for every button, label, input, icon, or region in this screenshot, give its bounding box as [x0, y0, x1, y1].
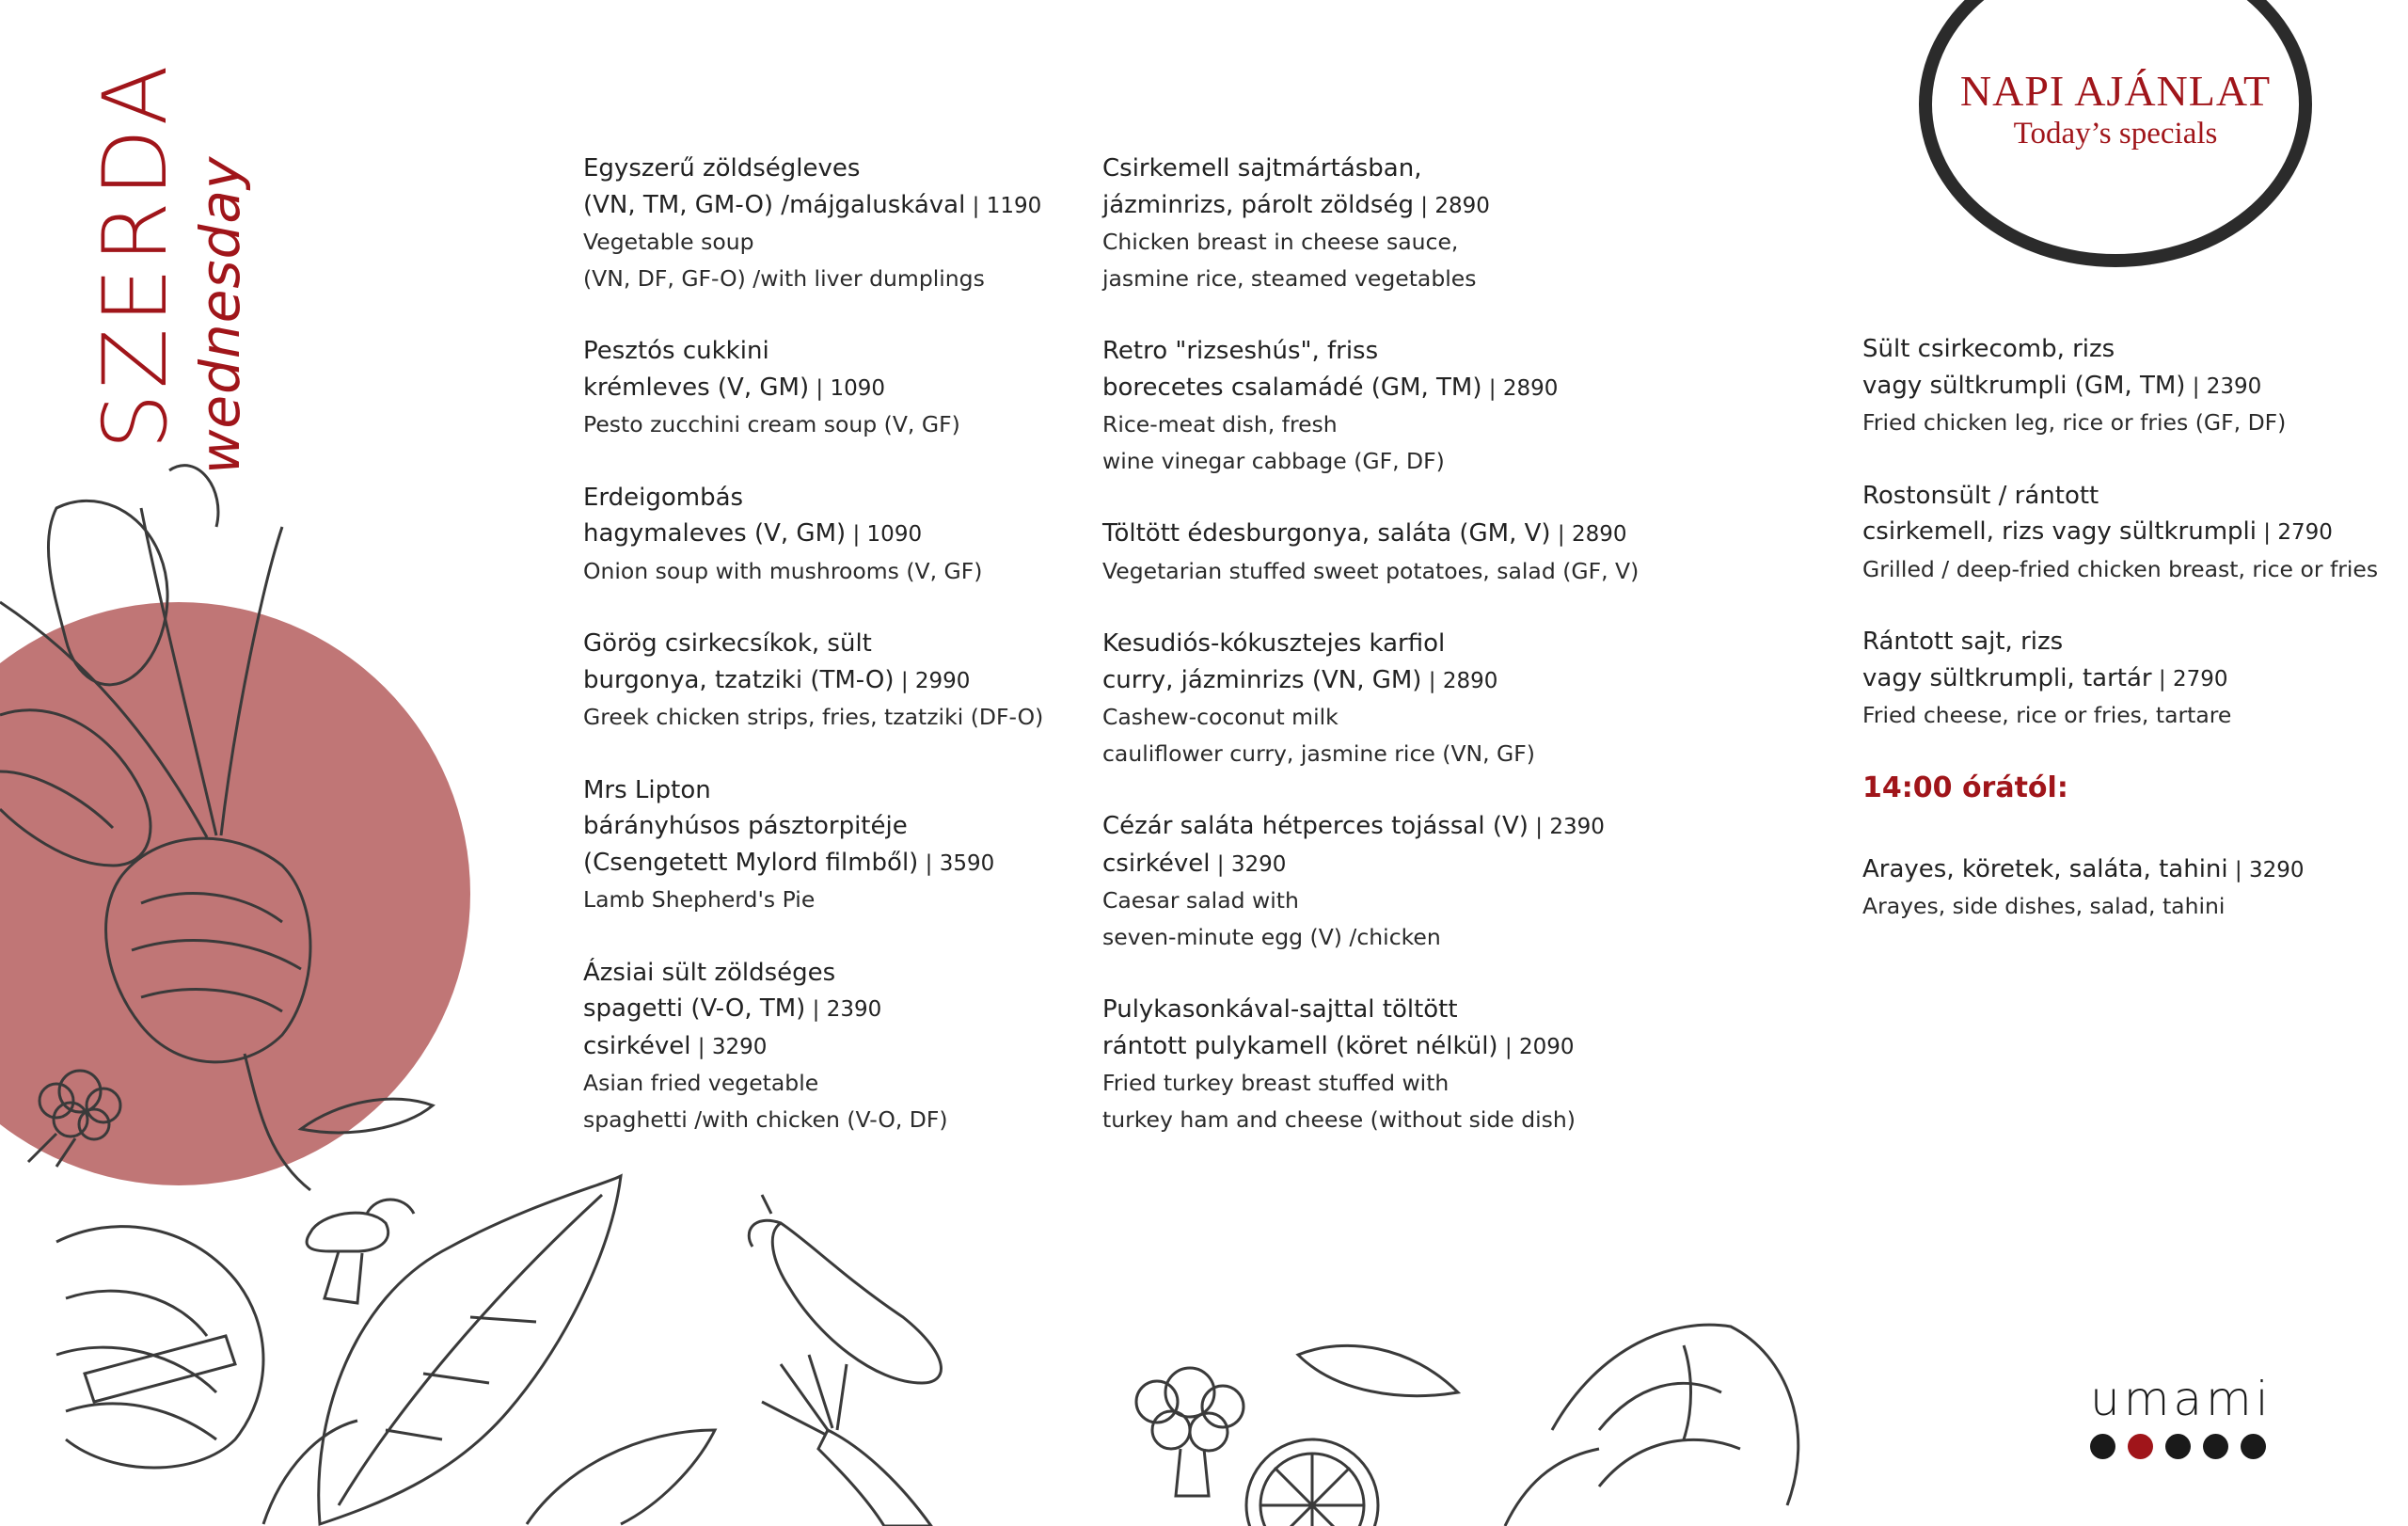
umami-logo [2090, 1372, 2297, 1462]
dish-name-en: Onion soup with mushrooms (V, GF) [583, 557, 983, 584]
menu-item [583, 480, 1091, 590]
dish-price: | 1090 [809, 375, 886, 401]
dish-name-hu: Ázsiai sült zöldséges spagetti (V-O, TM) | 2390 csirkével | 3290 [583, 958, 882, 1060]
dish-name-en: Asian fried vegetable spaghetti /with chicken (V-O, DF) [583, 1070, 948, 1133]
dish-name-hu: Mrs Lipton bárányhúsos pásztorpitéje (Csengetett Mylord filmből) | 3590 [583, 775, 995, 877]
logo-text: umami [2090, 1372, 2273, 1426]
badge-title: NAPI AJÁNLAT [1959, 67, 2272, 115]
dish-price: | 2890 [1413, 193, 1490, 218]
logo-dot [2203, 1434, 2228, 1459]
dish-name-hu: Rántott sajt, rizs vagy sültkrumpli, tartár | 2790 [1862, 628, 2228, 692]
dish-price: | 3290 [2227, 857, 2305, 882]
pea-pod-center-illustration [1298, 1345, 1458, 1395]
menu-column-3 [1862, 331, 2389, 962]
dish-name-en: Vegetable soup (VN, DF, GF-O) /with liver dumplings [583, 229, 985, 292]
dish-name-en: Grilled / deep-fried chicken breast, rice or fries [1862, 555, 2379, 582]
dish-name-en: Rice-meat dish, fresh wine vinegar cabbage (GF, DF) [1102, 411, 1445, 474]
lemon-slice-illustration [1246, 1439, 1378, 1526]
artichoke-left-illustration [56, 1227, 263, 1468]
menu-item [1862, 478, 2389, 588]
day-name-hu: SZERDA [85, 60, 187, 450]
eggplant-illustration [749, 1195, 941, 1383]
dish-price: | 2090 [1497, 1034, 1575, 1059]
logo-dot-accent [2128, 1434, 2153, 1459]
dish-price: | 2890 [1550, 522, 1627, 547]
menu-item [1862, 624, 2389, 734]
pea-pod-illustration [301, 1099, 433, 1133]
dish-price: | 2890 [1421, 668, 1498, 693]
dish-price: | 3590 [918, 850, 995, 876]
dish-price: | 1090 [846, 522, 923, 547]
dish-price: | 2790 [2151, 666, 2228, 691]
dish-price: | 1190 [965, 193, 1042, 218]
menu-item [1102, 516, 1686, 589]
dish-name-en: Arayes, side dishes, salad, tahini [1862, 893, 2226, 919]
dish-name-en: Chicken breast in cheese sauce, jasmine rice, steamed vegetables [1102, 229, 1477, 292]
mushroom-illustration [307, 1200, 414, 1303]
dish-name-hu: Rostonsült / rántott csirkemell, rizs vagy sültkrumpli | 2790 [1862, 481, 2333, 546]
menu-item [583, 626, 1091, 736]
menu-item [583, 955, 1091, 1138]
menu-column-1 [583, 151, 1091, 1174]
menu-item [1102, 808, 1686, 955]
dish-name-hu: Erdeigombás hagymaleves (V, GM) | 1090 [583, 483, 923, 548]
menu-item [1102, 626, 1686, 771]
dish-name-en: Lamb Shepherd's Pie [583, 886, 816, 913]
dish-extra-price: | 3290 [1210, 851, 1287, 877]
menu-item [1862, 331, 2389, 441]
dish-price: | 2790 [2256, 520, 2333, 545]
broccoli-illustration [28, 1071, 120, 1167]
logo-dot [2165, 1434, 2191, 1459]
menu-item [583, 772, 1091, 918]
dish-name-hu: Csirkemell sajtmártásban, jázminrizs, párolt zöldség | 2890 [1102, 154, 1490, 219]
dish-price: | 2390 [1528, 815, 1605, 839]
dish-name-en: Fried turkey breast stuffed with turkey ham and cheese (without side dish) [1102, 1070, 1576, 1133]
dish-name-hu: Pulykasonkával-sajttal töltött rántott pulykamell (köret nélkül) | 2090 [1102, 995, 1575, 1060]
menu-item [1102, 992, 1686, 1137]
dish-name-en: Greek chicken strips, fries, tzatziki (DF-O) [583, 704, 1044, 730]
dish-name-en: Fried chicken leg, rice or fries (GF, DF) [1862, 409, 2287, 436]
dish-name-hu: Kesudiós-kókusztejes karfiol curry, jázminrizs (VN, GM) | 2890 [1102, 629, 1498, 694]
badge-subtitle: Today’s specials [2013, 117, 2218, 151]
dish-name-en: Cashew-coconut milk cauliflower curry, jasmine rice (VN, GF) [1102, 704, 1535, 767]
menu-item [583, 333, 1091, 443]
dish-name-en: Fried cheese, rice or fries, tartare [1862, 702, 2232, 728]
dish-price: | 2390 [2185, 374, 2262, 399]
logo-dot [2241, 1434, 2266, 1459]
dish-name-hu: Egyszerű zöldségleves (VN, TM, GM-O) /májgaluskával | 1190 [583, 154, 1042, 219]
logo-dot [2090, 1434, 2115, 1459]
dish-price: | 2390 [805, 997, 882, 1022]
menu-item [1102, 151, 1686, 296]
dish-name-hu: Retro "rizseshús", friss borecetes csalamádé (GM, TM) | 2890 [1102, 337, 1559, 402]
dish-name-hu: Arayes, köretek, saláta, tahini | 3290 [1862, 854, 2305, 883]
dish-name-hu: Sült csirkecomb, rizs vagy sültkrumpli (GM, TM) | 2390 [1862, 335, 2262, 400]
broccoli-bottom-illustration [1136, 1368, 1244, 1496]
menu-item [583, 151, 1091, 296]
dish-name-hu: Cézár saláta hétperces tojással (V) | 2390 csirkével | 3290 [1102, 812, 1605, 878]
dish-name-hu: Görög csirkecsíkok, sült burgonya, tzatziki (TM-O) | 2990 [583, 629, 971, 694]
dish-name-hu: Töltött édesburgonya, saláta (GM, V) | 2890 [1102, 519, 1627, 548]
dish-name-hu: Pesztós cukkini krémleves (V, GM) | 1090 [583, 337, 886, 402]
dish-price: | 2890 [1481, 375, 1559, 401]
menu-item [1102, 333, 1686, 479]
menu-column-2 [1102, 151, 1686, 1174]
logo-dots [2090, 1434, 2297, 1462]
dish-name-en: Vegetarian stuffed sweet potatoes, salad (GF, V) [1102, 557, 1640, 584]
day-name-en: wednesday [188, 155, 252, 474]
afternoon-label: 14:00 órától: [1862, 771, 2068, 804]
dish-name-en: Pesto zucchini cream soup (V, GF) [583, 411, 960, 437]
dish-extra-price: | 3290 [690, 1034, 768, 1059]
menu-item [1862, 851, 2389, 925]
dish-price: | 2990 [894, 668, 971, 693]
leafy-greens-illustration [263, 1176, 715, 1524]
artichoke-right-illustration [1505, 1325, 1798, 1526]
dish-name-en: Caesar salad with seven-minute egg (V) /chicken [1102, 887, 1441, 950]
beet-illustration [0, 466, 310, 1190]
